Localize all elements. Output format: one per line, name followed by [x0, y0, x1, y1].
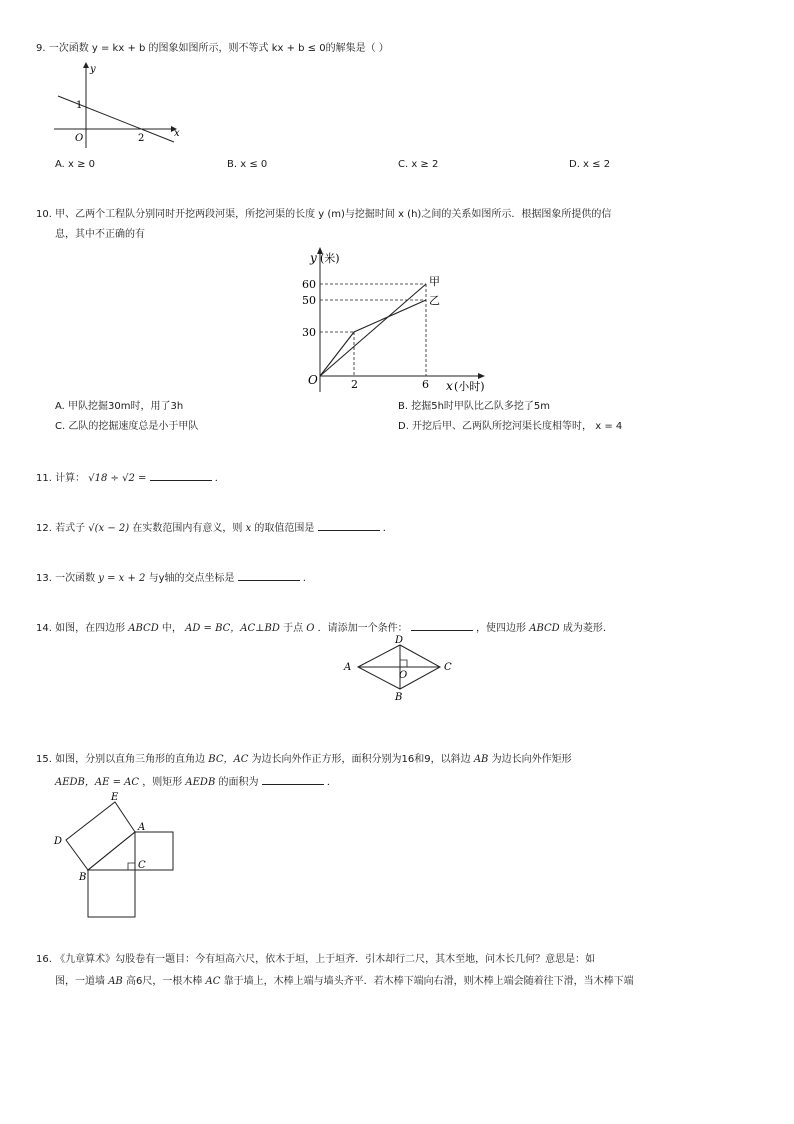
q14-o: O — [306, 623, 315, 634]
q12-middle: 在实数范围内有意义，则 — [132, 523, 243, 534]
q14-text6: 成为菱形． — [562, 623, 613, 634]
q15-label-c: C — [138, 860, 146, 871]
q13-line — [36, 570, 313, 586]
q16-line2-a: 图，一道墙 — [55, 976, 105, 987]
q10-origin: O — [308, 373, 318, 387]
q13-expression: y = x + 2 — [98, 573, 146, 584]
q13-suffix: ． — [302, 573, 313, 584]
q15-label-e: E — [111, 792, 119, 803]
q10-x-tick-2: 2 — [351, 378, 358, 391]
q12-answer-blank[interactable] — [318, 520, 380, 531]
q14-condition: AD = BC，AC⊥BD — [185, 623, 280, 634]
q12-prefix: 12. 若式子 — [36, 523, 86, 534]
q15-squares-figure — [50, 792, 185, 927]
q14-label-o: O — [399, 670, 408, 681]
q12-middle2: 的取值范围是 — [254, 523, 315, 534]
q10-series-yi: 乙 — [429, 294, 440, 307]
q15-label-d: D — [54, 836, 63, 847]
q14-label-a: A — [344, 662, 352, 673]
q16-ab: AB — [108, 976, 123, 987]
q15-line2-c: 的面积为 — [218, 777, 259, 788]
q9-stem: 9. 一次函数 y = kx + b 的图象如图所示，则不等式 kx + b ≤ 0的解集是（ ） — [36, 43, 389, 54]
q14-text4: ．请添加一个条件： — [317, 623, 408, 634]
q9-option-a: A. x ≥ 0 — [55, 159, 96, 170]
q9-y-axis-label: y — [90, 64, 96, 75]
q14-text2: 中， — [161, 623, 182, 634]
q14-line — [36, 620, 613, 636]
q15-answer-blank[interactable] — [262, 774, 324, 785]
q16-line2-c: 靠于墙上，木棒上端与墙头齐平．若木棒下端向右滑，则木棒上端会随着往下滑，当木棒下端 — [223, 976, 634, 987]
q9-option-b: B. x ≤ 0 — [227, 159, 268, 170]
q10-option-b: B. 挖掘5h时甲队比乙队多挖了5m — [398, 401, 551, 412]
q16-ac: AC — [205, 976, 221, 987]
q10-x-tick-6: 6 — [422, 378, 429, 391]
q14-label-c: C — [444, 662, 452, 673]
q11-expression: √18 ÷ √2 = — [88, 473, 147, 484]
q15-line2-b: ，则矩形 — [142, 777, 183, 788]
q11-suffix: ． — [214, 473, 225, 484]
q14-label-d: D — [395, 635, 404, 646]
q15-line1 — [36, 753, 572, 767]
q13-middle: 与y轴的交点坐标是 — [148, 573, 235, 584]
q10-y-unit: (米) — [320, 252, 340, 265]
q14-text1: 14. 如图，在四边形 — [36, 623, 126, 634]
q12-var: x — [245, 523, 252, 534]
q9-y-intercept-label: 1 — [76, 100, 83, 111]
q15-line1-b: 为边长向外作正方形，面积分别为16和9，以斜边 — [251, 754, 471, 765]
q15-ab: AB — [473, 754, 489, 765]
q15-line2-a: AEDB，AE = AC — [55, 777, 140, 788]
q10-stem-line2: 息，其中不正确的有 — [55, 229, 145, 240]
q12-expression: √(x − 2) — [88, 523, 130, 534]
q16-line2-b: 高6尺，一根木棒 — [125, 976, 203, 987]
q9-graph — [50, 58, 185, 154]
q10-y-tick-30: 30 — [302, 326, 316, 339]
q14-abcd2: ABCD — [529, 623, 560, 634]
q10-line-jia — [320, 284, 426, 376]
q16-line2 — [55, 975, 634, 989]
q14-text5: ，使四边形 — [476, 623, 527, 634]
q10-y-tick-60: 60 — [302, 278, 316, 291]
q10-line-yi — [320, 300, 426, 376]
q10-x-label: x — [446, 379, 453, 393]
q11-answer-blank[interactable] — [150, 470, 212, 481]
q14-rhombus-figure — [340, 632, 460, 704]
q10-series-jia: 甲 — [429, 275, 440, 288]
q14-label-b: B — [395, 692, 403, 703]
q15-suffix: ． — [326, 777, 337, 788]
q15-bc-ac: BC，AC — [208, 754, 249, 765]
q10-stem-line1: 10. 甲、乙两个工程队分别同时开挖两段河渠，所挖河渠的长度 y (m)与挖掘时间 x (h)之间的关系如图所示．根据图象所提供的信 — [36, 209, 612, 220]
q10-x-unit: (小时) — [454, 380, 485, 393]
q15-aedb: AEDB — [185, 777, 216, 788]
q11-prefix: 11. 计算： — [36, 473, 86, 484]
q10-option-d: D. 开挖后甲、乙两队所挖河渠长度相等时， x = 4 — [398, 421, 623, 432]
q16-line1: 16. 《九章算术》勾股卷有一题目：今有垣高六尺，依木于垣，上于垣齐．引木却行二尺，其木至地，问木长几何？意思是：如 — [36, 954, 596, 965]
q9-x-axis-label: x — [174, 128, 180, 139]
q9-option-c: C. x ≥ 2 — [398, 159, 439, 170]
q12-suffix: ． — [382, 523, 393, 534]
q12-line — [36, 520, 393, 536]
q14-abcd: ABCD — [128, 623, 159, 634]
q15-line1-a: 15. 如图，分别以直角三角形的直角边 — [36, 754, 206, 765]
q15-label-a: A — [138, 822, 146, 833]
q9-option-d: D. x ≤ 2 — [569, 159, 611, 170]
q13-prefix: 13. 一次函数 — [36, 573, 96, 584]
q10-y-tick-50: 50 — [302, 294, 316, 307]
q15-line1-c: 为边长向外作矩形 — [491, 754, 572, 765]
q13-answer-blank[interactable] — [238, 570, 300, 581]
q15-label-b: B — [79, 872, 87, 883]
q15-line2 — [55, 774, 337, 790]
q11-line — [36, 470, 225, 486]
q10-option-a: A. 甲队挖掘30m时，用了3h — [55, 401, 184, 412]
q14-answer-blank[interactable] — [411, 620, 473, 631]
q14-text3: 于点 — [283, 623, 304, 634]
q10-graph — [290, 242, 500, 397]
q9-origin-label: O — [75, 133, 84, 144]
q9-x-intercept-label: 2 — [138, 133, 145, 144]
q10-y-label: y — [310, 251, 317, 265]
q10-option-c: C. 乙队的挖掘速度总是小于甲队 — [55, 421, 199, 432]
